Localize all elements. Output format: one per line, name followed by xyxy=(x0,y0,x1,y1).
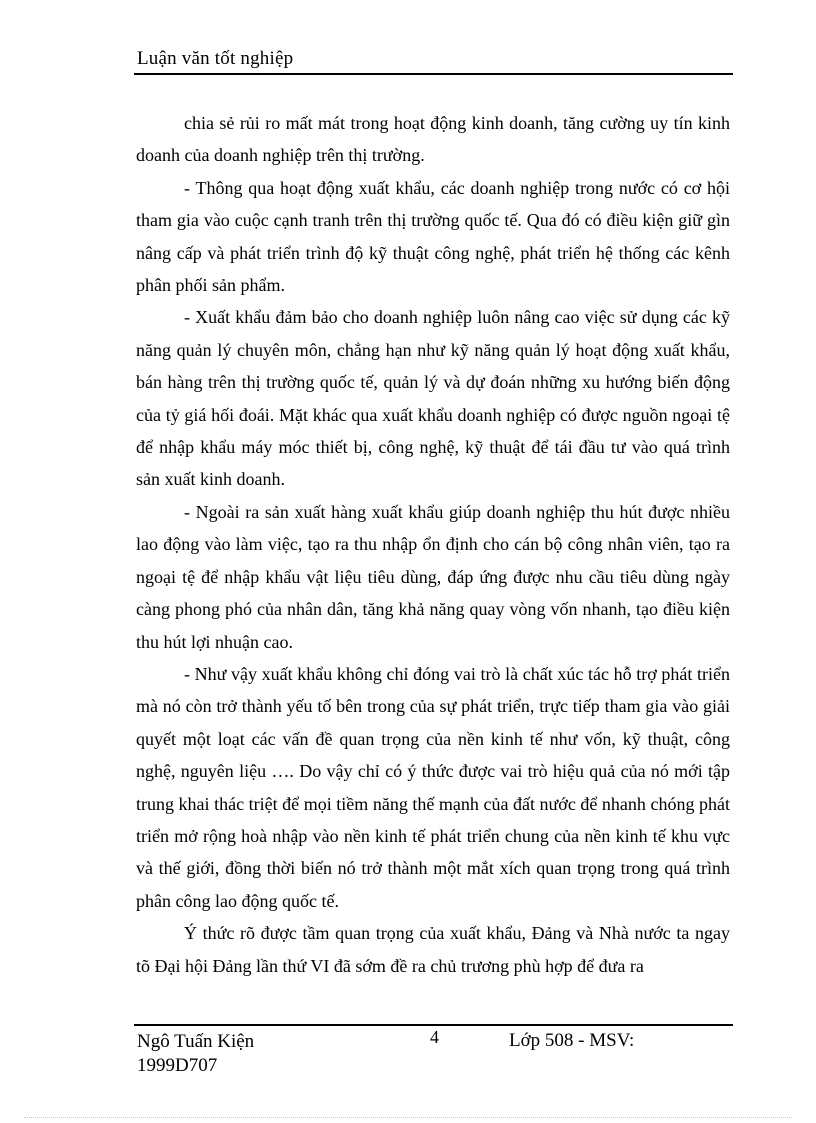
paragraph: - Xuất khẩu đảm bảo cho doanh nghiệp luôn nâng cao việc sử dụng các kỹ năng quản lý chuyên môn, chẳng hạn như kỹ năng quản lý hoạt động xuất khẩu, bán hàng trên thị trường quốc tế, quản lý và dự đoán những xu hướng biến động của tỷ giá hối đoái. Mặt khác qua xuất khẩu doanh nghiệp có được nguồn ngoại tệ để nhập khẩu máy móc thiết bị, công nghệ, kỹ thuật để tái đầu tư vào quá trình sản xuất kinh doanh. xyxy=(136,307,730,490)
header-divider xyxy=(134,73,733,75)
footer-author-block xyxy=(137,1030,254,1078)
paragraph: chia sẻ rủi ro mất mát trong hoạt động kinh doanh, tăng cường uy tín kinh doanh của doanh nghiệp trên thị trường. xyxy=(136,113,730,166)
footer-student-id: 1999D707 xyxy=(137,1055,218,1076)
page-header-title: Luận văn tốt nghiệp xyxy=(137,48,294,69)
footer-class-info: Lớp 508 - MSV: xyxy=(509,1030,635,1051)
page-bottom-border xyxy=(24,1117,792,1118)
paragraph: - Ngoài ra sản xuất hàng xuất khẩu giúp doanh nghiệp thu hút được nhiều lao động vào làm việc, tạo ra thu nhập ổn định cho cán bộ công nhân viên, tạo ra ngoại tệ để nhập khẩu vật liệu tiêu dùng, đáp ứng được nhu cầu tiêu dùng ngày càng phong phó của nhân dân, tăng khả năng quay vòng vốn nhanh, tạo điều kiện thu hút lợi nhuận cao. xyxy=(136,501,730,652)
paragraph: Ý thức rõ được tầm quan trọng của xuất khẩu, Đảng và Nhà nước ta ngay tõ Đại hội Đảng lần thứ VI đã sớm đề ra chủ trương phù hợp để đưa ra xyxy=(136,923,730,976)
footer-divider xyxy=(134,1024,733,1026)
paragraph: - Thông qua hoạt động xuất khẩu, các doanh nghiệp trong nước có cơ hội tham gia vào cuộc cạnh tranh trên thị trường quốc tế. Qua đó có điều kiện giữ gìn nâng cấp và phát triển trình độ kỹ thuật công nghệ, phát triển hệ thống các kênh phân phối sản phẩm. xyxy=(136,177,730,296)
paragraph: - Như vậy xuất khẩu không chỉ đóng vai trò là chất xúc tác hỗ trợ phát triển mà nó còn trở thành yếu tố bên trong của sự phát triển, trực tiếp tham gia vào giải quyết một loạt các vấn đề quan trọng của nền kinh tế như vốn, kỹ thuật, công nghệ, nguyên liệu …. Do vậy chỉ có ý thức được vai trò hiệu quả của nó mới tập trung khai thác triệt để mọi tiềm năng thế mạnh của đất nước để nhanh chóng phát triển mở rộng hoà nhập vào nền kinh tế phát triển chung của nền kinh tế khu vực và thế giới, đồng thời biến nó trở thành một mắt xích quan trọng trong quá trình phân công lao động quốc tế. xyxy=(136,663,730,911)
document-body xyxy=(136,107,730,982)
page-number: 4 xyxy=(430,1027,439,1047)
footer-author-name: Ngô Tuấn Kiện xyxy=(137,1031,255,1052)
